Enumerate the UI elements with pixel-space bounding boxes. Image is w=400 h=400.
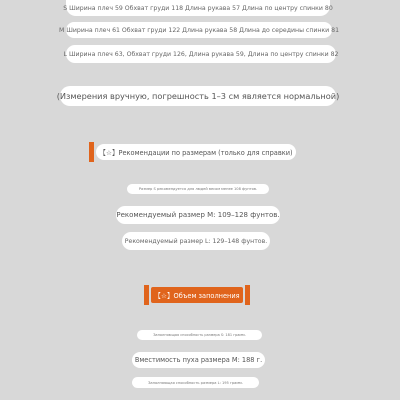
size-rec-s: Размер S рекомендуется для людей весом менее 108 фунтов. [127,184,269,194]
fill-accent-bar-right [245,285,250,305]
fill-accent-bar-left [144,285,149,305]
measurement-s: S Ширина плеч 59 Обхват груди 118 Длина рукава 57 Длина по центру спинки 80 [66,0,330,16]
fill-m: Вместимость пуха размера M: 188 г. [132,352,265,368]
fill-header: 【☆】Объем заполнения [151,287,243,303]
size-rec-header: 【☆】Рекомендации по размерам (только для справки) [96,144,296,160]
measurement-m: M Ширина плеч 61 Обхват груди 122 Длина рукава 58 Длина до середины спинки 81 [66,22,332,38]
size-rec-accent-bar [89,142,94,162]
fill-l: Заполняющая способность размера L: 195 грамм. [132,377,259,388]
fill-s: Заполняющая способность размера S: 181 грамм. [137,330,262,340]
size-rec-l: Рекомендуемый размер L: 129–148 фунтов. [122,232,270,250]
size-rec-m: Рекомендуемый размер M: 109–128 фунтов. [116,206,280,224]
measurement-l: L Ширина плеч 63, Обхват груди 126, Длина рукава 59, Длина по центру спинки 82 [66,45,336,63]
measurement-note: (Измерения вручную, погрешность 1–3 см является нормальной) [60,86,336,106]
